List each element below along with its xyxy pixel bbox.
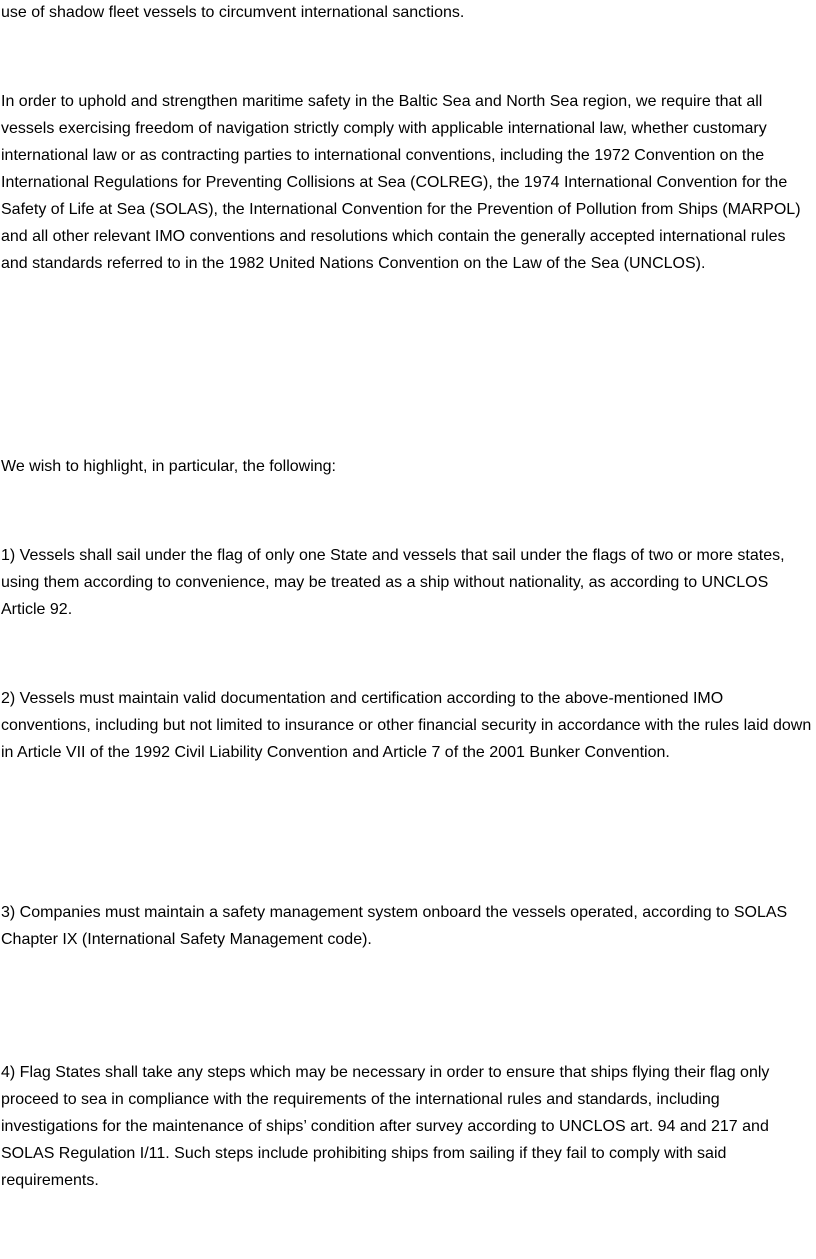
paragraph-sanctions-continuation: use of shadow fleet vessels to circumvent international sanctions. [1, 4, 465, 21]
list-item-documentation: 2) Vessels must maintain valid documentation and certification according to the above-mentioned IMO conventions, including but not limited to insurance or other financial security in accordance with the rules laid down in Article VII of the 1992 Civil Liability Convention and Article 7 of the 2001 Bunker Convention. [1, 690, 812, 761]
list-item-safety-management: 3) Companies must maintain a safety management system onboard the vessels operated, according to SOLAS Chapter IX (International Safety Management code). [1, 904, 788, 948]
paragraph-highlight-intro: We wish to highlight, in particular, the following: [1, 458, 336, 475]
list-item-flag: 1) Vessels shall sail under the flag of only one State and vessels that sail under the flags of two or more states, using them according to convenience, may be treated as a ship without nationality, as according to UNCLOS Article 92. [1, 547, 785, 618]
list-item-flag-states: 4) Flag States shall take any steps which may be necessary in order to ensure that ships flying their flag only proceed to sea in compliance with the requirements of the international rules and standards, including investigations for the maintenance of ships’ condition after survey according to UNCLOS art. 94 and 217 and SOLAS Regulation I/11. Such steps include prohibiting ships from sailing if they fail to comply with said requirements. [1, 1064, 770, 1189]
paragraph-maritime-safety: In order to uphold and strengthen maritime safety in the Baltic Sea and North Sea region, we require that all vessels exercising freedom of navigation strictly comply with applicable international law, whether customary international law or as contracting parties to international conventions, including the 1972 Convention on the International Regulations for Preventing Collisions at Sea (COLREG), the 1974 International Convention for the Safety of Life at Sea (SOLAS), the International Convention for the Prevention of Pollution from Ships (MARPOL) and all other relevant IMO conventions and resolutions which contain the generally accepted international rules and standards referred to in the 1982 United Nations Convention on the Law of the Sea (UNCLOS). [1, 93, 801, 272]
